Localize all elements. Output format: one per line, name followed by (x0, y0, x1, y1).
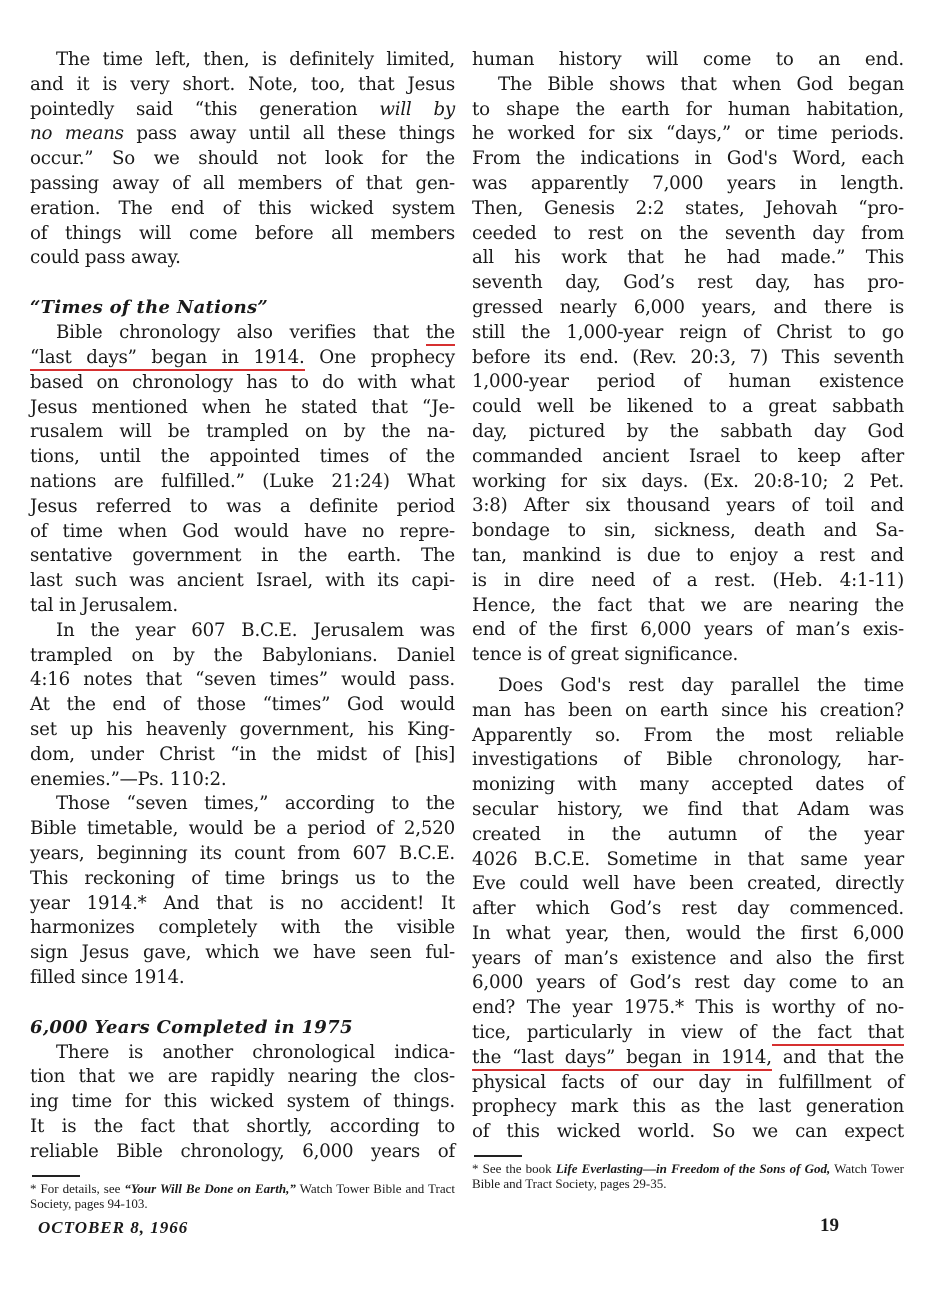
text-line: reliable Bible chronology, 6,000 years of (30, 1140, 455, 1162)
text-span: pass away until all these things (123, 123, 455, 145)
footnote-divider (474, 1155, 522, 1157)
highlighted-text: the “last days” began in 1914, (472, 1047, 772, 1071)
text-line: 4:16 notes that “seven times” would pass. (30, 669, 455, 691)
paragraph-607-bce (30, 619, 455, 793)
paragraph-rest-day-parallel (472, 674, 904, 1145)
text-line: In what year, then, would the first 6,000 (472, 922, 904, 944)
text-line: is in dire need of a rest. (Heb. 4:1-11) (472, 569, 904, 591)
text-line: commanded ancient Israel to keep after (472, 445, 904, 467)
text-line: dom, under Christ “in the midst of [his] (30, 743, 455, 765)
text-line: occur.” So we should not look for the (30, 148, 455, 170)
text-line: tal in Jerusalem. (30, 594, 178, 616)
text-line: seventh day, God’s rest day, has pro- (472, 272, 904, 294)
text-line: harmonizes completely with the visible (30, 917, 455, 939)
text-line: From the indications in God's Word, each (472, 148, 904, 170)
emphasis-text: no means (30, 123, 124, 145)
text-line: tions, until the appointed times of the (30, 446, 455, 468)
text-line: last such was ancient Israel, with its capi- (30, 570, 455, 592)
paragraph-six-days (472, 73, 904, 668)
text-line: was apparently 7,000 years in length. (472, 172, 904, 194)
paragraph-bible-chronology (30, 321, 455, 619)
text-line: to shape the earth for human habitation, (472, 98, 904, 120)
text-line (30, 321, 455, 346)
text-line: end? The year 1975.* This is worthy of no- (472, 997, 904, 1019)
text-line: In the year 607 B.C.E. Jerusalem was (56, 619, 455, 641)
footnote-divider (32, 1175, 80, 1177)
text-line: gressed nearly 6,000 years, and there is (472, 296, 904, 318)
text-line: Those “seven times,” according to the (56, 793, 455, 815)
footnote-book-title: “Your Will Be Done on Earth,” (124, 1180, 296, 1196)
text-span: and that the (771, 1046, 904, 1068)
text-line: created in the autumn of the year (472, 823, 904, 845)
paragraph-time-left (30, 48, 455, 271)
text-line: based on chronology has to do with what (30, 371, 455, 393)
text-line (30, 98, 455, 123)
highlighted-text: the (426, 322, 455, 346)
footnote-right (472, 1161, 904, 1191)
text-line: tan, mankind is due to enjoy a rest and (472, 544, 904, 566)
text-line: human history will come to an end. (472, 49, 904, 70)
text-line: secular history, we find that Adam was (472, 798, 904, 820)
emphasis-text: will by (379, 98, 455, 120)
text-line: of time when God would have no repre- (30, 520, 455, 542)
text-line: eration. The end of this wicked system (30, 197, 455, 219)
footnote-text: * See the book (472, 1161, 556, 1177)
spacer (30, 271, 455, 295)
text-line: before its end. (Rev. 20:3, 7) This seventh (472, 346, 904, 368)
page-number: 19 (820, 1215, 839, 1236)
text-line: and it is very short. Note, too, that Jesus (30, 73, 455, 95)
text-line: trampled on by the Babylonians. Daniel (30, 644, 455, 666)
text-line: still the 1,000-year reign of Christ to go (472, 321, 904, 343)
text-line: passing away of all members of that gen- (30, 172, 455, 194)
text-line: The Bible shows that when God began (498, 73, 904, 95)
text-line: Bible timetable, would be a period of 2,520 (30, 818, 455, 840)
text-line: sign Jesus gave, which we have seen ful- (30, 942, 455, 964)
text-line: physical facts of our day in fulfillment of (472, 1071, 904, 1093)
text-line (472, 1046, 904, 1071)
paragraph-another-indication (30, 1041, 455, 1165)
text-span: Bible chronology also verifies that (56, 322, 426, 344)
right-column (472, 48, 904, 1191)
text-line: The time left, then, is definitely limited, (56, 49, 455, 70)
spacer (30, 991, 455, 1015)
text-line: Does God's rest day parallel the time (498, 674, 904, 696)
text-span: tice, particularly in view of (472, 1022, 773, 1044)
section-heading-times-of-nations: “Times of the Nations” (30, 297, 269, 319)
text-line: This reckoning of time brings us to the (30, 867, 455, 889)
text-line: ceeded to rest on the seventh day from (472, 222, 904, 244)
text-line: monizing with many accepted dates of (472, 774, 904, 796)
text-line: could well be likened to a great sabbath (472, 396, 904, 418)
text-line: of things will come before all members (30, 222, 455, 244)
text-line: ing time for this wicked system of things. (30, 1091, 455, 1113)
highlighted-text: the fact that (772, 1022, 904, 1046)
text-line: 6,000 years of God’s rest day come to an (472, 972, 904, 994)
section-heading-6000-years: 6,000 Years Completed in 1975 (30, 1016, 353, 1038)
text-line: prophecy mark this as the last generation (472, 1096, 904, 1118)
text-line: 3:8) After six thousand years of toil and (472, 495, 904, 517)
text-line: man has been on earth since his creation? (472, 699, 904, 721)
text-line: of this wicked world. So we can expect (472, 1121, 904, 1143)
text-line: years, beginning its count from 607 B.C.E. (30, 842, 455, 864)
text-line: Then, Genesis 2:2 states, Jehovah “pro- (472, 197, 904, 219)
text-line: year 1914.* And that is no accident! It (30, 892, 455, 914)
text-line: 1,000-year period of human existence (472, 371, 904, 393)
text-span: pointedly said “this generation (30, 98, 380, 120)
text-line: At the end of those “times” God would (30, 694, 455, 716)
text-line: tion that we are rapidly nearing the clos- (30, 1066, 455, 1088)
text-line (30, 346, 455, 371)
text-line: Jesus mentioned when he stated that “Je- (30, 396, 455, 418)
text-line: filled since 1914. (30, 966, 185, 988)
text-span: One prophecy (304, 346, 455, 368)
footnote-text: Watch Tower Bible and Tract Society, pages 94-103. (30, 1180, 455, 1211)
text-line: Apparently so. From the most reliable (472, 724, 904, 746)
footnote-book-title: Life Everlasting—in Freedom of the Sons of God, (555, 1161, 831, 1177)
text-line: enemies.”—Ps. 110:2. (30, 768, 227, 790)
text-line: after which God’s rest day commenced. (472, 898, 904, 920)
text-line (472, 1021, 904, 1046)
text-line: years of man’s existence and also the first (472, 947, 904, 969)
paragraph-seven-times (30, 792, 455, 990)
text-line: he worked for six “days,” or time periods. (472, 123, 904, 145)
text-line: It is the fact that shortly, according to (30, 1116, 455, 1138)
highlighted-text: “last days” began in 1914. (30, 347, 305, 371)
footnote-left (30, 1181, 455, 1211)
text-line: tence is of great significance. (472, 644, 739, 666)
text-line: nations are fulfilled.” (Luke 21:24) What (30, 470, 455, 492)
text-line: day, pictured by the sabbath day God (472, 420, 904, 442)
text-line: set up his heavenly government, his King- (30, 718, 455, 740)
text-line: investigations of Bible chronology, har- (472, 749, 904, 771)
footnote-text: Watch Tower Bible and Tract Society, pages 29-35. (472, 1161, 905, 1192)
text-line: rusalem will be trampled on by the na- (30, 421, 455, 443)
text-line: Hence, the fact that we are nearing the (472, 594, 904, 616)
footnote-text: * For details, see (30, 1180, 125, 1196)
text-line: all his work that he had made.” This (472, 247, 904, 269)
text-line: Jesus referred to was a definite period (30, 495, 455, 517)
text-line: working for six days. (Ex. 20:8-10; 2 Pet. (472, 470, 904, 492)
text-line: end of the first 6,000 years of man’s exis- (472, 619, 904, 641)
text-line (30, 122, 455, 147)
text-line: sentative government in the earth. The (30, 545, 455, 567)
text-line: could pass away. (30, 247, 181, 269)
text-line: There is another chronological indica- (56, 1041, 455, 1063)
text-line: 4026 B.C.E. Sometime in that same year (472, 848, 904, 870)
text-line: bondage to sin, sickness, death and Sa- (472, 520, 904, 542)
left-column (30, 48, 455, 1211)
text-line: Eve could well have been created, directly (472, 873, 904, 895)
issue-date: OCTOBER 8, 1966 (38, 1218, 189, 1237)
